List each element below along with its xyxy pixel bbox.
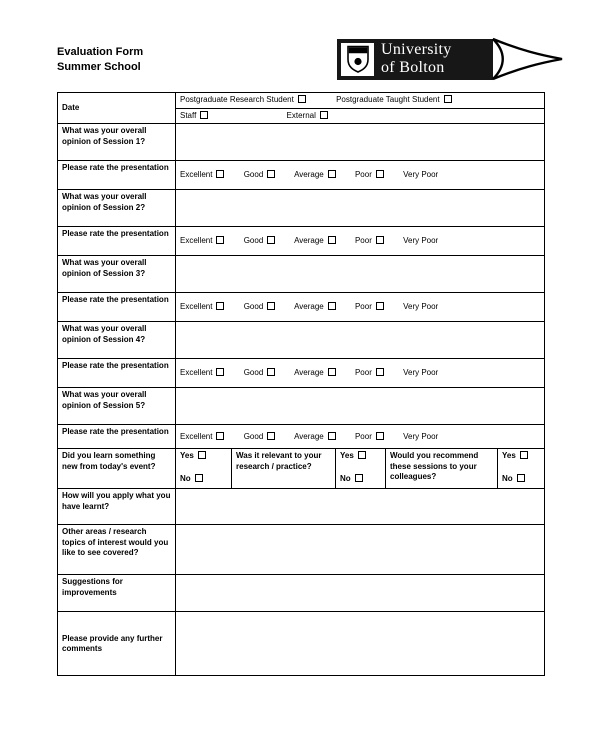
rating-label-very-poor: Very Poor [403,170,439,180]
rating-label-poor: Poor [354,368,372,378]
logo-line-2: of Bolton [381,59,445,76]
rating-checkbox-average[interactable] [328,302,336,310]
recommend-yes-checkbox[interactable] [520,451,528,459]
session-1-opinion-answer-area[interactable] [176,124,545,161]
rating-checkbox-excellent[interactable] [216,302,224,310]
staff-checkbox[interactable] [200,111,208,119]
session-1-opinion-label: What was your overall opinion of Session 1? [58,124,176,161]
no-label: No [180,474,191,483]
category-row-staff [176,109,545,124]
session-3-rating-row [176,293,545,322]
rating-label-excellent: Excellent [180,236,213,246]
rating-label-excellent: Excellent [180,170,213,180]
page-subtitle: Summer School [57,60,141,73]
rating-label-good: Good [243,170,264,180]
rating-label-excellent: Excellent [180,368,213,378]
session-4-opinion-label: What was your overall opinion of Session 4? [58,322,176,359]
question-recommend-yesno [498,449,545,489]
rating-checkbox-average[interactable] [328,236,336,244]
yes-label: Yes [180,451,194,461]
rating-checkbox-average[interactable] [328,170,336,178]
rating-label-good: Good [243,302,264,312]
session-4-opinion-answer-area[interactable] [176,322,545,359]
session-3-opinion-answer-area[interactable] [176,256,545,293]
yes-label: Yes [502,451,516,461]
comments-answer-area[interactable] [176,612,545,676]
postgrad-taught-label: Postgraduate Taught Student [336,95,440,105]
apply-answer-area[interactable] [176,489,545,525]
session-1-rating-row [176,161,545,190]
rating-label-poor: Poor [354,170,372,180]
session-4-rate-label: Please rate the presentation [58,359,176,388]
question-relevant-yesno [336,449,386,489]
rating-label-very-poor: Very Poor [403,431,439,441]
logo-black-box [337,39,493,80]
rating-checkbox-average[interactable] [328,368,336,376]
no-label: No [340,474,351,483]
rating-label-poor: Poor [354,302,372,312]
rating-label-poor: Poor [354,236,372,246]
logo-line-1: University [381,41,452,59]
relevant-no-checkbox[interactable] [355,474,363,482]
session-2-rating-row [176,227,545,256]
external-checkbox[interactable] [320,111,328,119]
session-4-rating-row [176,359,545,388]
question-learn-yesno [176,449,232,489]
rating-label-average: Average [294,236,324,246]
logo-text [381,41,452,77]
rating-checkbox-poor[interactable] [376,432,384,440]
swoosh-icon [490,37,566,81]
session-2-rate-label: Please rate the presentation [58,227,176,256]
recommend-no-checkbox[interactable] [517,474,525,482]
page-title: Evaluation Form [57,46,144,58]
session-2-opinion-answer-area[interactable] [176,190,545,227]
rating-label-good: Good [243,236,264,246]
session-5-rating-row [176,425,545,449]
rating-checkbox-good[interactable] [267,170,275,178]
page-title-block [57,45,143,75]
rating-checkbox-poor[interactable] [376,170,384,178]
rating-label-very-poor: Very Poor [403,302,439,312]
other-areas-label: Other areas / research topics of interest would you like to see covered? [58,525,176,575]
rating-label-very-poor: Very Poor [403,236,439,246]
relevant-yes-checkbox[interactable] [358,451,366,459]
rating-label-average: Average [294,431,324,441]
rating-checkbox-excellent[interactable] [216,368,224,376]
rating-checkbox-good[interactable] [267,368,275,376]
rating-checkbox-poor[interactable] [376,368,384,376]
other-areas-answer-area[interactable] [176,525,545,575]
postgrad-research-checkbox[interactable] [298,95,306,103]
rating-checkbox-excellent[interactable] [216,236,224,244]
postgrad-taught-checkbox[interactable] [444,95,452,103]
rating-label-average: Average [294,302,324,312]
learn-no-checkbox[interactable] [195,474,203,482]
question-recommend-label: Would you recommend these sessions to your colleagues? [386,449,498,489]
evaluation-table [57,92,545,676]
rating-checkbox-poor[interactable] [376,236,384,244]
rating-checkbox-poor[interactable] [376,302,384,310]
session-1-rate-label: Please rate the presentation [58,161,176,190]
rating-label-poor: Poor [354,431,372,441]
session-5-opinion-answer-area[interactable] [176,388,545,425]
rating-checkbox-excellent[interactable] [216,432,224,440]
session-3-opinion-label: What was your overall opinion of Session 3? [58,256,176,293]
rating-checkbox-excellent[interactable] [216,170,224,178]
rating-checkbox-good[interactable] [267,236,275,244]
rating-label-very-poor: Very Poor [403,368,439,378]
external-label: External [286,111,316,120]
rating-label-average: Average [294,170,324,180]
staff-label: Staff [180,111,197,120]
session-3-rate-label: Please rate the presentation [58,293,176,322]
postgrad-research-label: Postgraduate Research Student [180,95,294,105]
yes-label: Yes [340,451,354,461]
crest-icon [341,43,374,76]
rating-label-good: Good [243,368,264,378]
learn-yes-checkbox[interactable] [198,451,206,459]
apply-label: How will you apply what you have learnt? [58,489,176,525]
session-2-opinion-label: What was your overall opinion of Session 2? [58,190,176,227]
question-learn-label: Did you learn something new from today's event? [58,449,176,489]
rating-label-excellent: Excellent [180,431,213,441]
rating-checkbox-good[interactable] [267,302,275,310]
suggestions-answer-area[interactable] [176,575,545,612]
rating-checkbox-good[interactable] [267,432,275,440]
comments-label: Please provide any further comments [58,612,176,676]
date-label: Date [58,93,176,124]
no-label: No [502,474,513,483]
session-5-opinion-label: What was your overall opinion of Session 5? [58,388,176,425]
rating-label-average: Average [294,368,324,378]
rating-label-good: Good [243,431,264,441]
rating-label-excellent: Excellent [180,302,213,312]
question-relevant-label: Was it relevant to your research / practice? [232,449,336,489]
university-logo [337,37,566,81]
session-5-rate-label: Please rate the presentation [58,425,176,449]
rating-checkbox-average[interactable] [328,432,336,440]
category-row-postgrad [176,93,545,109]
suggestions-label: Suggestions for improvements [58,575,176,612]
